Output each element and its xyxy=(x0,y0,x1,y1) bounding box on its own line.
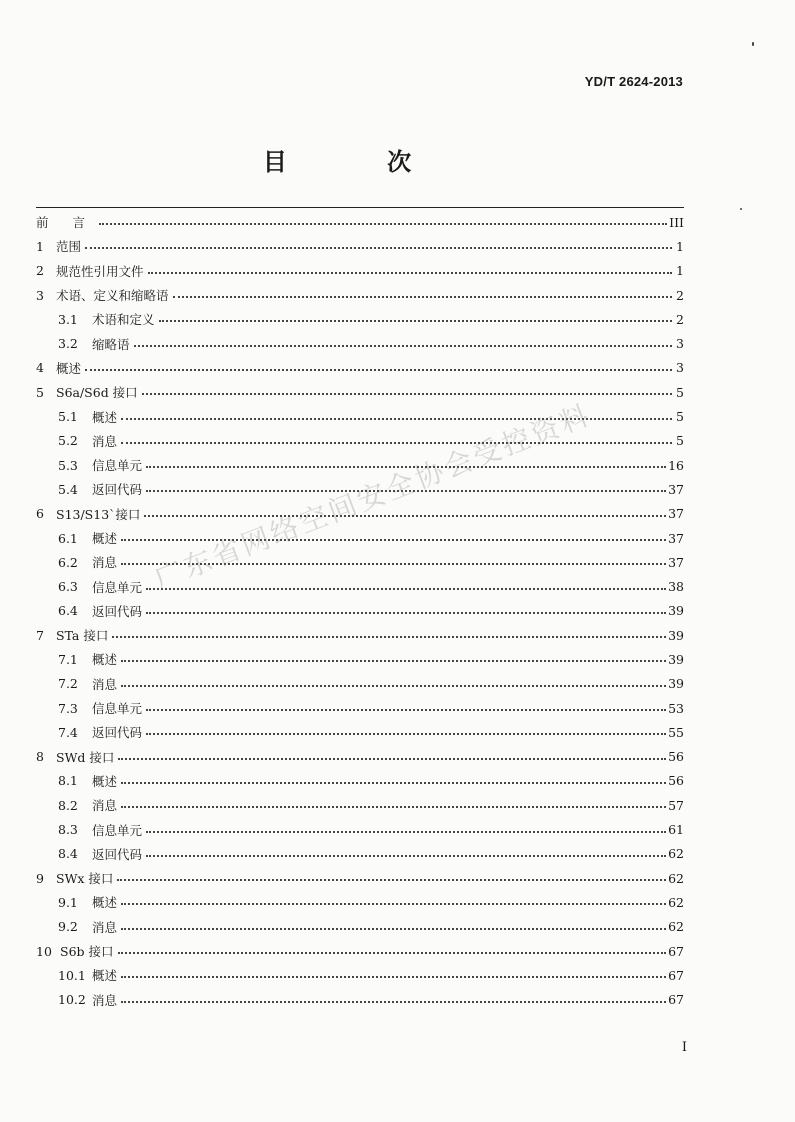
toc-entry-page: 2 xyxy=(676,287,684,303)
toc-entry-title: 消息 xyxy=(92,676,118,692)
toc-entry-number: 6.2 xyxy=(58,554,78,570)
toc-entry-page: 37 xyxy=(668,554,684,570)
toc-entry[interactable] xyxy=(36,356,684,380)
toc-dot-leader xyxy=(85,369,672,371)
toc-entry-page: 37 xyxy=(668,506,684,522)
toc-entry[interactable] xyxy=(36,429,684,453)
toc-entry[interactable] xyxy=(36,526,684,550)
toc-dot-leader xyxy=(134,345,672,347)
toc-entry-number: 8 xyxy=(36,749,44,765)
toc-dot-leader xyxy=(146,831,666,833)
toc-entry-number: 7.3 xyxy=(58,700,78,716)
toc-dot-leader xyxy=(121,1001,666,1003)
toc-entry-page: 56 xyxy=(668,749,684,765)
toc-entry-title: 概述 xyxy=(92,409,118,425)
toc-entry-number: 3.1 xyxy=(58,311,78,327)
toc-entry-number: 9.2 xyxy=(58,919,78,935)
toc-dot-leader xyxy=(121,782,666,784)
toc-dot-leader xyxy=(121,539,666,541)
toc-entry-page: 3 xyxy=(676,336,684,352)
toc-entry-title: 信息单元 xyxy=(92,458,143,474)
toc-entry-number: 5.3 xyxy=(58,457,78,473)
toc-entry-number: 7.1 xyxy=(58,651,78,667)
toc-dot-leader xyxy=(144,515,666,517)
toc-entry-page: 62 xyxy=(668,846,684,862)
toc-entry-page: 5 xyxy=(676,384,684,400)
toc-entry-number: 7.2 xyxy=(58,676,78,692)
toc-entry-title: 概述 xyxy=(92,531,118,546)
toc-dot-leader xyxy=(121,442,672,444)
toc-entry-title: 概述 xyxy=(56,360,82,376)
toc-entry-page: 56 xyxy=(668,773,684,789)
toc-entry[interactable] xyxy=(36,331,684,355)
toc-dot-leader xyxy=(142,393,672,395)
toc-entry-page: 55 xyxy=(668,724,684,740)
toc-entry-page: 61 xyxy=(668,822,684,838)
toc-entry-number: 7 xyxy=(36,627,44,643)
toc-entry-number: 8.4 xyxy=(58,846,78,862)
toc-entry[interactable] xyxy=(36,963,684,987)
toc-entry-page: 37 xyxy=(668,481,684,497)
toc-entry-title: 返回代码 xyxy=(92,846,143,862)
toc-entry-page: 5 xyxy=(676,433,684,449)
toc-entry-title: SWd 接口 xyxy=(56,749,115,765)
toc-entry-title: 消息 xyxy=(92,992,118,1008)
toc-entry-number: 5.1 xyxy=(58,409,78,425)
toc-entry[interactable] xyxy=(36,939,684,963)
toc-entry-title: 消息 xyxy=(92,798,118,814)
toc-entry[interactable] xyxy=(36,210,684,234)
toc-entry[interactable] xyxy=(36,647,684,671)
toc-entry[interactable] xyxy=(36,234,684,258)
toc-entry-page: 39 xyxy=(668,603,684,619)
toc-dot-leader xyxy=(112,636,666,638)
toc-entry[interactable] xyxy=(36,793,684,817)
toc-entry-page: 3 xyxy=(676,360,684,376)
table-of-contents xyxy=(36,210,684,1012)
toc-dot-leader xyxy=(146,588,666,590)
toc-entry[interactable] xyxy=(36,842,684,866)
toc-entry[interactable] xyxy=(36,890,684,914)
toc-entry-page: 39 xyxy=(668,651,684,667)
toc-entry-title: 前 言 xyxy=(36,215,95,231)
page-title: 目 次 xyxy=(262,147,458,176)
toc-entry-number: 5 xyxy=(36,384,44,400)
toc-entry-number: 9 xyxy=(36,870,44,886)
toc-entry-title: S6a/S6d 接口 xyxy=(56,385,138,401)
toc-dot-leader xyxy=(118,952,667,954)
toc-entry-title: 消息 xyxy=(92,433,118,449)
toc-entry-title: 术语、定义和缩略语 xyxy=(56,288,169,304)
toc-entry-number: 10 xyxy=(36,943,52,959)
toc-entry[interactable] xyxy=(36,453,684,477)
page-number: I xyxy=(681,1040,687,1055)
toc-dot-leader xyxy=(121,418,672,420)
toc-entry-title: 信息单元 xyxy=(92,579,143,595)
toc-entry-page: 67 xyxy=(668,992,684,1008)
watermark: 广东省网络空间安全协会受控资料 xyxy=(149,398,596,596)
toc-entry-title: 消息 xyxy=(92,555,118,571)
toc-entry-number: 6.3 xyxy=(58,579,78,595)
toc-entry[interactable] xyxy=(36,769,684,793)
toc-entry[interactable] xyxy=(36,380,684,404)
toc-dot-leader xyxy=(146,855,666,857)
toc-entry-number: 6 xyxy=(36,506,44,522)
toc-entry-page: III xyxy=(669,214,684,230)
document-code: YD/T 2624-2013 xyxy=(584,74,683,89)
toc-entry-number: 3 xyxy=(36,287,44,303)
toc-top-rule xyxy=(36,207,684,208)
toc-entry-page: 1 xyxy=(676,263,684,279)
toc-dot-leader xyxy=(121,563,666,565)
scan-speck xyxy=(752,42,754,46)
toc-dot-leader xyxy=(118,758,666,760)
toc-entry-number: 5.2 xyxy=(58,433,78,449)
toc-entry-title: 消息 xyxy=(92,919,118,935)
toc-entry[interactable] xyxy=(36,574,684,598)
toc-entry-number: 2 xyxy=(36,263,44,279)
toc-entry-page: 2 xyxy=(676,311,684,327)
toc-entry-title: 规范性引用文件 xyxy=(56,263,144,279)
toc-entry[interactable] xyxy=(36,672,684,696)
toc-entry-number: 9.1 xyxy=(58,894,78,910)
toc-dot-leader xyxy=(121,903,666,905)
toc-entry[interactable] xyxy=(36,866,684,890)
toc-entry-title: 返回代码 xyxy=(92,603,143,619)
toc-entry-page: 39 xyxy=(668,676,684,692)
toc-entry-number: 4 xyxy=(36,360,44,376)
toc-entry[interactable] xyxy=(36,915,684,939)
toc-entry[interactable] xyxy=(36,599,684,623)
toc-entry-title: 信息单元 xyxy=(92,701,143,717)
toc-dot-leader xyxy=(148,272,672,274)
toc-entry[interactable] xyxy=(36,307,684,331)
toc-entry-title: 概述 xyxy=(92,968,118,984)
toc-entry-page: 62 xyxy=(668,894,684,910)
toc-entry-number: 1 xyxy=(36,238,44,254)
toc-entry-title: 缩略语 xyxy=(92,336,130,352)
toc-entry-number: 3.2 xyxy=(58,336,78,352)
toc-entry[interactable] xyxy=(36,720,684,744)
toc-entry-page: 5 xyxy=(676,409,684,425)
toc-dot-leader xyxy=(159,320,672,322)
toc-entry[interactable] xyxy=(36,283,684,307)
toc-dot-leader xyxy=(146,612,666,614)
toc-dot-leader xyxy=(121,660,666,662)
toc-dot-leader xyxy=(85,247,672,249)
toc-entry-page: 16 xyxy=(668,457,684,473)
toc-dot-leader xyxy=(121,806,666,808)
toc-entry-page: 57 xyxy=(668,797,684,813)
toc-entry-page: 38 xyxy=(668,579,684,595)
toc-entry-title: 返回代码 xyxy=(92,725,143,741)
toc-entry-page: 62 xyxy=(668,870,684,886)
toc-entry-number: 6.4 xyxy=(58,603,78,619)
toc-entry-number: 10.2 xyxy=(58,992,86,1008)
toc-dot-leader xyxy=(121,928,666,930)
toc-entry-title: SWx 接口 xyxy=(56,871,114,887)
toc-dot-leader xyxy=(121,976,666,978)
toc-entry[interactable] xyxy=(36,623,684,647)
toc-entry-title: 术语和定义 xyxy=(92,312,155,328)
toc-entry[interactable] xyxy=(36,502,684,526)
toc-entry-number: 7.4 xyxy=(58,724,78,740)
toc-dot-leader xyxy=(99,223,667,225)
toc-entry-number: 8.2 xyxy=(58,797,78,813)
toc-entry-page: 37 xyxy=(668,530,684,546)
scan-speck xyxy=(740,208,742,210)
toc-entry[interactable] xyxy=(36,988,684,1012)
toc-entry-number: 6.1 xyxy=(58,530,78,546)
toc-entry[interactable] xyxy=(36,817,684,841)
toc-entry-page: 39 xyxy=(668,627,684,643)
toc-entry-number: 8.3 xyxy=(58,822,78,838)
toc-entry-number: 10.1 xyxy=(58,967,86,983)
toc-entry-title: S6b 接口 xyxy=(60,944,114,960)
toc-entry-title: S13/S13`接口 xyxy=(56,506,141,522)
toc-entry-page: 62 xyxy=(668,919,684,935)
toc-entry[interactable] xyxy=(36,696,684,720)
toc-entry-title: 概述 xyxy=(92,773,118,789)
toc-entry-page: 53 xyxy=(668,700,684,716)
toc-entry-number: 5.4 xyxy=(58,481,78,497)
toc-entry-title: STa 接口 xyxy=(56,628,109,644)
toc-entry[interactable] xyxy=(36,259,684,283)
toc-entry-title: 范围 xyxy=(56,239,82,255)
toc-entry-number: 8.1 xyxy=(58,773,78,789)
toc-entry[interactable] xyxy=(36,745,684,769)
toc-dot-leader xyxy=(146,733,666,735)
toc-entry[interactable] xyxy=(36,550,684,574)
toc-dot-leader xyxy=(117,879,666,881)
toc-dot-leader xyxy=(173,296,672,298)
toc-entry[interactable] xyxy=(36,404,684,428)
toc-entry-title: 概述 xyxy=(92,652,118,668)
toc-entry-title: 概述 xyxy=(92,895,118,911)
toc-dot-leader xyxy=(121,685,666,687)
toc-entry-title: 返回代码 xyxy=(92,482,143,498)
toc-dot-leader xyxy=(146,490,666,492)
toc-entry-page: 67 xyxy=(668,967,684,983)
toc-entry-page: 1 xyxy=(676,238,684,254)
toc-entry-title: 信息单元 xyxy=(92,822,143,838)
toc-entry[interactable] xyxy=(36,477,684,501)
toc-entry-page: 67 xyxy=(668,943,684,959)
toc-dot-leader xyxy=(146,466,666,468)
toc-dot-leader xyxy=(146,709,666,711)
